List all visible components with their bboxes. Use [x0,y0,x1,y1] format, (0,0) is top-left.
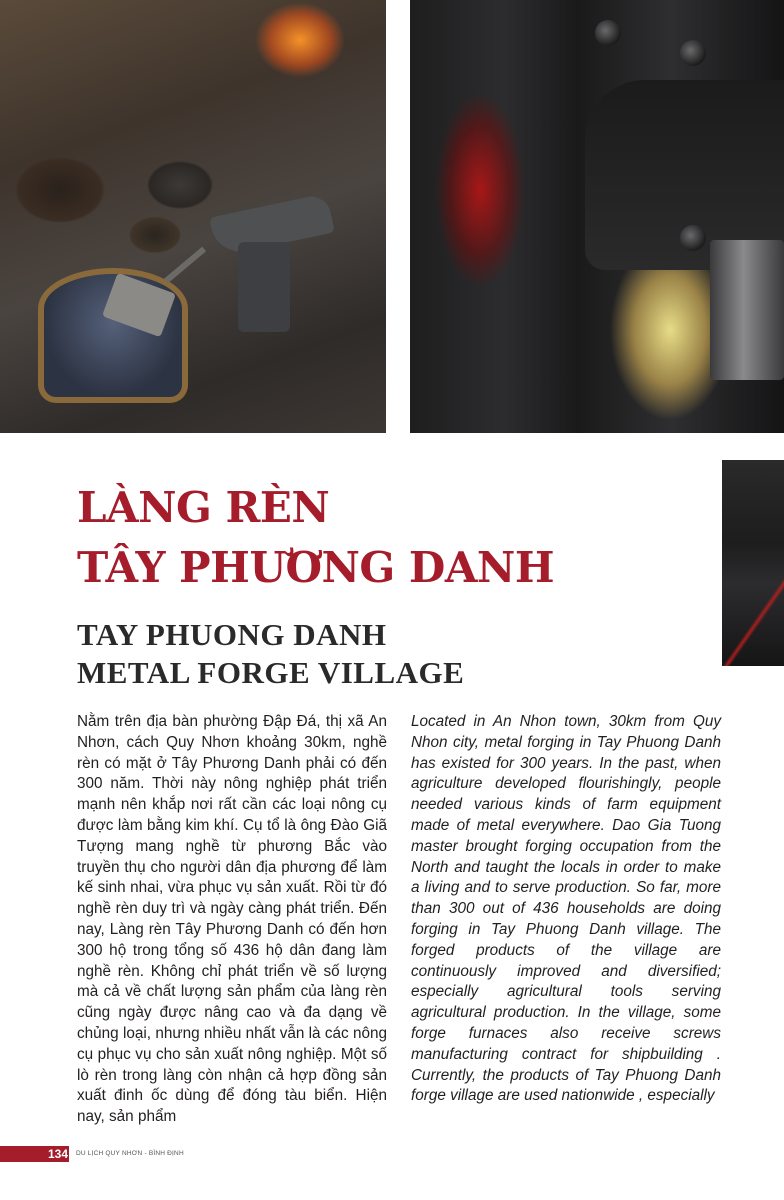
forge-tools-photo [0,0,386,433]
subtitle-line-2: METAL FORGE VILLAGE [77,655,465,690]
page-subtitle [77,616,464,692]
machine-detail-photo [722,460,784,666]
forging-machine-photo [410,0,784,433]
page-number: 134 [47,1147,68,1161]
subtitle-line-1: TAY PHUONG DANH [77,617,387,652]
scoop-handle-shape [164,247,206,284]
bolt-shape [595,20,621,46]
page-title [77,478,554,598]
bolt-shape [680,225,706,251]
piston-cylinder-shape [710,240,784,380]
anvil-base-shape [238,242,290,332]
body-text-vietnamese: Nằm trên địa bàn phường Đập Đá, thị xã An Nhơn, cách Quy Nhơn khoảng 30km, nghề rèn có mặt ở Tây Phương Danh phải có đến 300 năm. Thời này nông nghiệp phát triển mạnh nên khắp nơi rất cần các loại nông cụ được làm bằng kim khí. Cụ tổ là ông Đào Giã Tượng mang nghề từ phương Bắc vào truyền thụ cho người dân địa phương để làm kế sinh nhai, vừa phục vụ sản xuất. Rồi từ đó nghề rèn duy trì và ngày càng phát triển. Đến nay, Làng rèn Tây Phương Danh có đến hơn 300 hộ trong tổng số 436 hộ dân đang làm nghề rèn. Không chỉ phát triển về số lượng mà cả về chất lượng sản phẩm của làng rèn cũng ngày được nâng cao và đa dạng về chủng loại, nhưng nhiều nhất vẫn là các nông cụ phục vụ cho sản xuất nông nghiệp. Một số lò rèn trong làng còn nhận cả hợp đồng sản xuất đinh ốc dùng để đóng tàu biển. Hiện nay, sản phẩm [77,713,387,1126]
title-line-2: TÂY PHƯƠNG DANH [77,543,554,592]
publication-name: DU LỊCH QUY NHƠN - BÌNH ĐỊNH [76,1150,184,1157]
title-line-1: LÀNG RÈN [77,483,330,532]
bolt-shape [680,40,706,66]
body-text-english: Located in An Nhon town, 30km from Quy Nhon city, metal forging in Tay Phuong Danh has existed for 300 years. In the past, when agriculture developed flourishingly, people needed various kinds of farm equipment made of metal everywhere. Dao Gia Tuong master brought forging occupation from the North and taught the locals in order to make a living and to serve production. So far, more than 300 out of 436 households are doing forging in Tay Phuong Danh village. The forged products of the village are continuously improved and diversified; especially agricultural tools serving agricultural production. In the village, some forge furnaces also receive screws manufacturing contract for shipbuilding . Currently, the products of Tay Phuong Danh forge village are used nationwide , especially [411,713,721,1105]
